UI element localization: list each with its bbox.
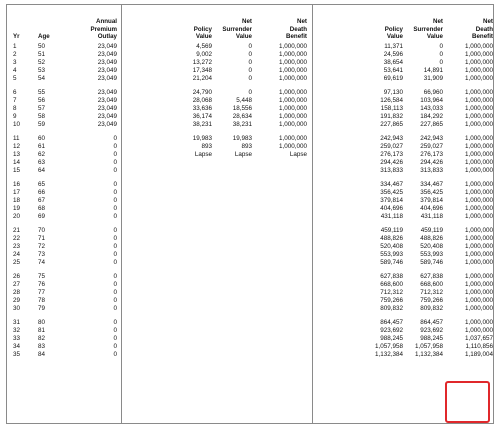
header-yr: Yr bbox=[13, 32, 20, 40]
cell-net-surrender-value-1: 0 bbox=[248, 75, 252, 82]
cell-net-surrender-value-2: 627,838 bbox=[420, 273, 443, 280]
cell-yr: 28 bbox=[13, 289, 21, 296]
cell-net-surrender-value-1: 0 bbox=[248, 59, 252, 66]
table-row bbox=[7, 213, 493, 221]
table-row bbox=[7, 105, 493, 113]
cell-age: 70 bbox=[38, 227, 46, 234]
cell-net-surrender-value-1: 893 bbox=[241, 143, 252, 150]
table-row bbox=[7, 181, 493, 189]
table-row bbox=[7, 281, 493, 289]
cell-yr: 24 bbox=[13, 251, 21, 258]
table-row bbox=[7, 151, 493, 159]
cell-policy-value-2: 712,312 bbox=[380, 289, 403, 296]
cell-annual-premium-outlay: 0 bbox=[113, 197, 117, 204]
cell-net-death-benefit-2: 1,000,000 bbox=[464, 305, 493, 312]
cell-age: 84 bbox=[38, 351, 46, 358]
cell-policy-value-2: 668,600 bbox=[380, 281, 403, 288]
cell-policy-value-2: 158,113 bbox=[380, 105, 403, 112]
cell-net-surrender-value-1: 0 bbox=[248, 51, 252, 58]
cell-annual-premium-outlay: 0 bbox=[113, 305, 117, 312]
cell-net-death-benefit-2: 1,000,000 bbox=[464, 289, 493, 296]
cell-policy-value-1: 19,983 bbox=[192, 135, 212, 142]
header-net-death-benefit-1: Net Death Benefit bbox=[286, 18, 307, 40]
cell-age: 56 bbox=[38, 97, 46, 104]
cell-yr: 18 bbox=[13, 197, 21, 204]
cell-policy-value-2: 520,408 bbox=[380, 243, 403, 250]
cell-net-death-benefit-2: 1,000,000 bbox=[464, 243, 493, 250]
cell-yr: 21 bbox=[13, 227, 21, 234]
cell-yr: 12 bbox=[13, 143, 21, 150]
cell-annual-premium-outlay: 23,049 bbox=[97, 113, 117, 120]
cell-net-death-benefit-2: 1,000,000 bbox=[464, 297, 493, 304]
cell-annual-premium-outlay: 23,049 bbox=[97, 89, 117, 96]
cell-policy-value-2: 191,832 bbox=[380, 113, 403, 120]
cell-annual-premium-outlay: 0 bbox=[113, 319, 117, 326]
cell-annual-premium-outlay: 0 bbox=[113, 167, 117, 174]
cell-policy-value-2: 11,371 bbox=[384, 43, 403, 50]
cell-yr: 23 bbox=[13, 243, 21, 250]
cell-policy-value-2: 488,826 bbox=[380, 235, 403, 242]
cell-policy-value-2: 627,838 bbox=[380, 273, 403, 280]
table-row bbox=[7, 43, 493, 51]
cell-net-surrender-value-2: 488,826 bbox=[420, 235, 443, 242]
cell-policy-value-2: 38,654 bbox=[383, 59, 403, 66]
cell-age: 50 bbox=[38, 43, 46, 50]
cell-policy-value-1: 9,002 bbox=[196, 51, 212, 58]
cell-policy-value-1: 21,204 bbox=[192, 75, 212, 82]
cell-annual-premium-outlay: 0 bbox=[113, 235, 117, 242]
cell-net-surrender-value-2: 0 bbox=[439, 51, 443, 58]
cell-policy-value-2: 809,832 bbox=[380, 305, 403, 312]
cell-net-death-benefit-2: 1,000,000 bbox=[464, 281, 493, 288]
table-row bbox=[7, 227, 493, 235]
cell-age: 60 bbox=[38, 135, 46, 142]
cell-net-surrender-value-2: 759,266 bbox=[420, 297, 443, 304]
cell-net-surrender-value-2: 103,964 bbox=[420, 97, 443, 104]
cell-yr: 33 bbox=[13, 335, 21, 342]
cell-net-death-benefit-2: 1,000,000 bbox=[464, 43, 493, 50]
cell-annual-premium-outlay: 0 bbox=[113, 251, 117, 258]
cell-age: 81 bbox=[38, 327, 46, 334]
header-policy-value-2: Policy Value bbox=[384, 25, 403, 40]
cell-age: 82 bbox=[38, 335, 46, 342]
cell-net-death-benefit-1: 1,000,000 bbox=[278, 113, 307, 120]
cell-net-surrender-value-2: 313,833 bbox=[420, 167, 443, 174]
cell-yr: 22 bbox=[13, 235, 21, 242]
table-row bbox=[7, 351, 493, 359]
cell-yr: 2 bbox=[13, 51, 17, 58]
cell-annual-premium-outlay: 0 bbox=[113, 189, 117, 196]
table-row bbox=[7, 121, 493, 129]
cell-policy-value-2: 988,245 bbox=[380, 335, 403, 342]
cell-annual-premium-outlay: 0 bbox=[113, 289, 117, 296]
cell-net-death-benefit-2: 1,000,000 bbox=[464, 97, 493, 104]
cell-net-death-benefit-2: 1,000,000 bbox=[464, 89, 493, 96]
cell-policy-value-1: 4,569 bbox=[196, 43, 212, 50]
cell-yr: 19 bbox=[13, 205, 21, 212]
cell-policy-value-1: 17,348 bbox=[192, 67, 212, 74]
cell-yr: 1 bbox=[13, 43, 17, 50]
table-row bbox=[7, 143, 493, 151]
cell-net-surrender-value-2: 242,943 bbox=[420, 135, 443, 142]
cell-annual-premium-outlay: 0 bbox=[113, 205, 117, 212]
cell-policy-value-2: 404,696 bbox=[380, 205, 403, 212]
cell-policy-value-2: 313,833 bbox=[380, 167, 403, 174]
cell-age: 68 bbox=[38, 205, 46, 212]
table-row bbox=[7, 259, 493, 267]
cell-age: 59 bbox=[38, 121, 46, 128]
cell-net-death-benefit-2: 1,000,000 bbox=[464, 213, 493, 220]
cell-policy-value-2: 334,467 bbox=[380, 181, 403, 188]
cell-policy-value-1: 36,174 bbox=[192, 113, 212, 120]
cell-net-death-benefit-2: 1,037,657 bbox=[464, 335, 493, 342]
cell-net-surrender-value-1: 0 bbox=[248, 67, 252, 74]
cell-net-surrender-value-2: 988,245 bbox=[420, 335, 443, 342]
cell-net-surrender-value-2: 520,408 bbox=[420, 243, 443, 250]
cell-net-surrender-value-2: 259,027 bbox=[420, 143, 443, 150]
cell-net-death-benefit-2: 1,189,004 bbox=[464, 351, 493, 358]
cell-net-surrender-value-2: 276,173 bbox=[420, 151, 443, 158]
cell-net-death-benefit-1: 1,000,000 bbox=[278, 143, 307, 150]
cell-policy-value-1: Lapse bbox=[194, 151, 212, 158]
cell-yr: 4 bbox=[13, 67, 17, 74]
cell-age: 71 bbox=[38, 235, 46, 242]
cell-net-surrender-value-2: 0 bbox=[439, 43, 443, 50]
cell-net-surrender-value-2: 379,814 bbox=[420, 197, 443, 204]
cell-net-surrender-value-2: 14,891 bbox=[423, 67, 443, 74]
header-annual-premium-outlay: Annual Premium Outlay bbox=[90, 18, 117, 40]
cell-net-surrender-value-2: 1,057,958 bbox=[414, 343, 443, 350]
cell-annual-premium-outlay: 0 bbox=[113, 335, 117, 342]
cell-policy-value-2: 431,118 bbox=[380, 213, 403, 220]
cell-yr: 20 bbox=[13, 213, 21, 220]
cell-net-surrender-value-2: 334,467 bbox=[420, 181, 443, 188]
table-row bbox=[7, 319, 493, 327]
cell-policy-value-2: 379,814 bbox=[380, 197, 403, 204]
table-row bbox=[7, 297, 493, 305]
cell-age: 83 bbox=[38, 343, 46, 350]
cell-net-death-benefit-2: 1,000,000 bbox=[464, 121, 493, 128]
cell-yr: 29 bbox=[13, 297, 21, 304]
cell-annual-premium-outlay: 0 bbox=[113, 143, 117, 150]
cell-annual-premium-outlay: 23,049 bbox=[97, 51, 117, 58]
cell-policy-value-1: 893 bbox=[201, 143, 212, 150]
cell-net-surrender-value-1: 0 bbox=[248, 43, 252, 50]
table-row bbox=[7, 159, 493, 167]
cell-annual-premium-outlay: 0 bbox=[113, 351, 117, 358]
cell-policy-value-1: 13,272 bbox=[192, 59, 212, 66]
cell-net-surrender-value-2: 294,426 bbox=[420, 159, 443, 166]
cell-net-surrender-value-1: 19,983 bbox=[232, 135, 252, 142]
cell-age: 51 bbox=[38, 51, 46, 58]
cell-policy-value-1: 28,068 bbox=[192, 97, 212, 104]
cell-net-death-benefit-2: 1,000,000 bbox=[464, 235, 493, 242]
cell-policy-value-2: 923,692 bbox=[380, 327, 403, 334]
cell-annual-premium-outlay: 0 bbox=[113, 243, 117, 250]
cell-net-death-benefit-2: 1,000,000 bbox=[464, 251, 493, 258]
cell-annual-premium-outlay: 0 bbox=[113, 159, 117, 166]
cell-age: 80 bbox=[38, 319, 46, 326]
cell-age: 57 bbox=[38, 105, 46, 112]
cell-policy-value-2: 259,027 bbox=[380, 143, 403, 150]
cell-age: 58 bbox=[38, 113, 46, 120]
header-policy-value-1: Policy Value bbox=[193, 25, 212, 40]
table-row bbox=[7, 167, 493, 175]
cell-annual-premium-outlay: 0 bbox=[113, 213, 117, 220]
table-row bbox=[7, 59, 493, 67]
table-row bbox=[7, 97, 493, 105]
cell-net-surrender-value-1: 0 bbox=[248, 89, 252, 96]
cell-yr: 8 bbox=[13, 105, 17, 112]
cell-net-death-benefit-1: 1,000,000 bbox=[278, 121, 307, 128]
cell-age: 78 bbox=[38, 297, 46, 304]
cell-yr: 31 bbox=[13, 319, 21, 326]
cell-net-death-benefit-2: 1,000,000 bbox=[464, 59, 493, 66]
cell-net-death-benefit-2: 1,000,000 bbox=[464, 259, 493, 266]
cell-yr: 35 bbox=[13, 351, 21, 358]
table-row bbox=[7, 305, 493, 313]
cell-net-death-benefit-1: Lapse bbox=[289, 151, 307, 158]
cell-net-death-benefit-1: 1,000,000 bbox=[278, 89, 307, 96]
cell-annual-premium-outlay: 23,049 bbox=[97, 97, 117, 104]
cell-policy-value-2: 356,425 bbox=[380, 189, 403, 196]
cell-age: 73 bbox=[38, 251, 46, 258]
cell-yr: 3 bbox=[13, 59, 17, 66]
cell-net-surrender-value-2: 668,600 bbox=[420, 281, 443, 288]
cell-net-surrender-value-2: 712,312 bbox=[420, 289, 443, 296]
header-net-surrender-value-1: Net Surrender Value bbox=[222, 18, 252, 40]
table-row bbox=[7, 113, 493, 121]
table-row bbox=[7, 273, 493, 281]
cell-net-surrender-value-2: 404,696 bbox=[420, 205, 443, 212]
table-row bbox=[7, 235, 493, 243]
cell-net-death-benefit-1: 1,000,000 bbox=[278, 75, 307, 82]
cell-net-death-benefit-1: 1,000,000 bbox=[278, 67, 307, 74]
cell-net-death-benefit-2: 1,000,000 bbox=[464, 151, 493, 158]
cell-net-death-benefit-1: 1,000,000 bbox=[278, 43, 307, 50]
cell-yr: 32 bbox=[13, 327, 21, 334]
illustration-table bbox=[6, 4, 494, 424]
cell-annual-premium-outlay: 0 bbox=[113, 273, 117, 280]
cell-policy-value-2: 864,457 bbox=[380, 319, 403, 326]
cell-age: 62 bbox=[38, 151, 46, 158]
cell-net-surrender-value-2: 923,692 bbox=[420, 327, 443, 334]
cell-net-surrender-value-2: 589,746 bbox=[420, 259, 443, 266]
cell-age: 53 bbox=[38, 67, 46, 74]
cell-yr: 7 bbox=[13, 97, 17, 104]
header-net-death-benefit-2: Net Death Benefit bbox=[472, 18, 493, 40]
cell-yr: 26 bbox=[13, 273, 21, 280]
cell-policy-value-2: 759,266 bbox=[380, 297, 403, 304]
cell-annual-premium-outlay: 23,049 bbox=[97, 105, 117, 112]
header-net-surrender-value-2: Net Surrender Value bbox=[413, 18, 443, 40]
cell-yr: 25 bbox=[13, 259, 21, 266]
cell-annual-premium-outlay: 23,049 bbox=[97, 121, 117, 128]
cell-policy-value-2: 1,057,958 bbox=[374, 343, 403, 350]
cell-age: 76 bbox=[38, 281, 46, 288]
cell-net-surrender-value-1: 38,231 bbox=[232, 121, 252, 128]
cell-annual-premium-outlay: 0 bbox=[113, 281, 117, 288]
cell-policy-value-2: 459,119 bbox=[380, 227, 403, 234]
cell-net-death-benefit-1: 1,000,000 bbox=[278, 105, 307, 112]
cell-net-surrender-value-2: 31,909 bbox=[423, 75, 443, 82]
table-row bbox=[7, 197, 493, 205]
cell-net-surrender-value-2: 864,457 bbox=[420, 319, 443, 326]
cell-policy-value-2: 227,865 bbox=[380, 121, 403, 128]
cell-yr: 30 bbox=[13, 305, 21, 312]
table-row bbox=[7, 189, 493, 197]
cell-age: 74 bbox=[38, 259, 46, 266]
cell-net-death-benefit-2: 1,000,000 bbox=[464, 167, 493, 174]
cell-age: 79 bbox=[38, 305, 46, 312]
table-row bbox=[7, 335, 493, 343]
cell-net-death-benefit-1: 1,000,000 bbox=[278, 51, 307, 58]
cell-net-surrender-value-1: 28,634 bbox=[232, 113, 252, 120]
cell-age: 72 bbox=[38, 243, 46, 250]
cell-net-death-benefit-2: 1,000,000 bbox=[464, 327, 493, 334]
cell-net-death-benefit-2: 1,110,856 bbox=[465, 343, 493, 350]
cell-policy-value-2: 24,596 bbox=[383, 51, 403, 58]
cell-policy-value-1: 33,636 bbox=[192, 105, 212, 112]
table-row bbox=[7, 205, 493, 213]
cell-net-surrender-value-2: 66,960 bbox=[423, 89, 443, 96]
cell-net-death-benefit-1: 1,000,000 bbox=[278, 59, 307, 66]
cell-net-death-benefit-2: 1,000,000 bbox=[464, 205, 493, 212]
cell-net-surrender-value-2: 184,292 bbox=[420, 113, 443, 120]
cell-policy-value-2: 1,132,384 bbox=[374, 351, 403, 358]
cell-net-death-benefit-2: 1,000,000 bbox=[464, 319, 493, 326]
cell-yr: 16 bbox=[13, 181, 21, 188]
cell-age: 54 bbox=[38, 75, 46, 82]
cell-net-death-benefit-2: 1,000,000 bbox=[464, 189, 493, 196]
cell-annual-premium-outlay: 23,049 bbox=[97, 43, 117, 50]
cell-net-death-benefit-1: 1,000,000 bbox=[278, 97, 307, 104]
cell-policy-value-2: 276,173 bbox=[380, 151, 403, 158]
cell-policy-value-2: 53,641 bbox=[383, 67, 403, 74]
cell-net-surrender-value-1: 5,448 bbox=[236, 97, 252, 104]
cell-net-death-benefit-2: 1,000,000 bbox=[464, 67, 493, 74]
cell-net-death-benefit-2: 1,000,000 bbox=[464, 135, 493, 142]
cell-net-surrender-value-2: 356,425 bbox=[420, 189, 443, 196]
cell-policy-value-2: 553,993 bbox=[380, 251, 403, 258]
cell-net-death-benefit-2: 1,000,000 bbox=[464, 51, 493, 58]
table-row bbox=[7, 343, 493, 351]
cell-annual-premium-outlay: 23,049 bbox=[97, 75, 117, 82]
cell-net-death-benefit-2: 1,000,000 bbox=[464, 105, 493, 112]
cell-net-surrender-value-1: 18,556 bbox=[232, 105, 252, 112]
cell-net-surrender-value-2: 809,832 bbox=[420, 305, 443, 312]
cell-policy-value-2: 126,584 bbox=[380, 97, 403, 104]
table-row bbox=[7, 243, 493, 251]
cell-policy-value-2: 242,943 bbox=[380, 135, 403, 142]
header-age: Age bbox=[38, 32, 50, 40]
cell-yr: 5 bbox=[13, 75, 17, 82]
table-row bbox=[7, 289, 493, 297]
cell-yr: 9 bbox=[13, 113, 17, 120]
cell-net-death-benefit-2: 1,000,000 bbox=[464, 159, 493, 166]
table-row bbox=[7, 67, 493, 75]
cell-age: 52 bbox=[38, 59, 46, 66]
cell-net-death-benefit-2: 1,000,000 bbox=[464, 227, 493, 234]
cell-net-surrender-value-2: 431,118 bbox=[420, 213, 443, 220]
table-row bbox=[7, 51, 493, 59]
cell-policy-value-2: 97,130 bbox=[383, 89, 403, 96]
cell-net-death-benefit-2: 1,000,000 bbox=[464, 197, 493, 204]
cell-annual-premium-outlay: 0 bbox=[113, 297, 117, 304]
cell-age: 64 bbox=[38, 167, 46, 174]
table-row bbox=[7, 89, 493, 97]
cell-net-death-benefit-2: 1,000,000 bbox=[464, 143, 493, 150]
cell-annual-premium-outlay: 0 bbox=[113, 181, 117, 188]
cell-net-death-benefit-2: 1,000,000 bbox=[464, 181, 493, 188]
table-row bbox=[7, 327, 493, 335]
cell-yr: 34 bbox=[13, 343, 21, 350]
cell-yr: 14 bbox=[13, 159, 21, 166]
cell-net-surrender-value-2: 1,132,384 bbox=[414, 351, 443, 358]
cell-net-surrender-value-2: 459,119 bbox=[420, 227, 443, 234]
cell-net-death-benefit-1: 1,000,000 bbox=[278, 135, 307, 142]
cell-policy-value-2: 589,746 bbox=[380, 259, 403, 266]
cell-policy-value-2: 69,619 bbox=[383, 75, 403, 82]
cell-net-surrender-value-1: Lapse bbox=[234, 151, 252, 158]
cell-age: 67 bbox=[38, 197, 46, 204]
cell-age: 66 bbox=[38, 189, 46, 196]
cell-age: 69 bbox=[38, 213, 46, 220]
cell-yr: 27 bbox=[13, 281, 21, 288]
cell-yr: 11 bbox=[13, 135, 20, 142]
cell-age: 55 bbox=[38, 89, 46, 96]
cell-annual-premium-outlay: 23,049 bbox=[97, 67, 117, 74]
cell-annual-premium-outlay: 0 bbox=[113, 259, 117, 266]
highlight-box bbox=[445, 381, 490, 423]
cell-age: 77 bbox=[38, 289, 46, 296]
cell-net-death-benefit-2: 1,000,000 bbox=[464, 75, 493, 82]
cell-annual-premium-outlay: 23,049 bbox=[97, 59, 117, 66]
cell-yr: 10 bbox=[13, 121, 21, 128]
cell-net-surrender-value-2: 553,993 bbox=[420, 251, 443, 258]
table-row bbox=[7, 75, 493, 83]
cell-net-surrender-value-2: 227,865 bbox=[420, 121, 443, 128]
cell-annual-premium-outlay: 0 bbox=[113, 135, 117, 142]
cell-net-surrender-value-2: 0 bbox=[439, 59, 443, 66]
cell-annual-premium-outlay: 0 bbox=[113, 343, 117, 350]
table-row bbox=[7, 135, 493, 143]
cell-age: 63 bbox=[38, 159, 46, 166]
cell-age: 75 bbox=[38, 273, 46, 280]
cell-yr: 13 bbox=[13, 151, 21, 158]
cell-policy-value-2: 294,426 bbox=[380, 159, 403, 166]
table-row bbox=[7, 251, 493, 259]
cell-annual-premium-outlay: 0 bbox=[113, 327, 117, 334]
cell-age: 65 bbox=[38, 181, 46, 188]
cell-yr: 6 bbox=[13, 89, 17, 96]
cell-yr: 15 bbox=[13, 167, 21, 174]
cell-policy-value-1: 24,790 bbox=[192, 89, 212, 96]
cell-net-death-benefit-2: 1,000,000 bbox=[464, 273, 493, 280]
cell-policy-value-1: 38,231 bbox=[192, 121, 212, 128]
cell-yr: 17 bbox=[13, 189, 21, 196]
cell-net-death-benefit-2: 1,000,000 bbox=[464, 113, 493, 120]
cell-annual-premium-outlay: 0 bbox=[113, 227, 117, 234]
cell-annual-premium-outlay: 0 bbox=[113, 151, 117, 158]
cell-net-surrender-value-2: 143,033 bbox=[420, 105, 443, 112]
cell-age: 61 bbox=[38, 143, 46, 150]
